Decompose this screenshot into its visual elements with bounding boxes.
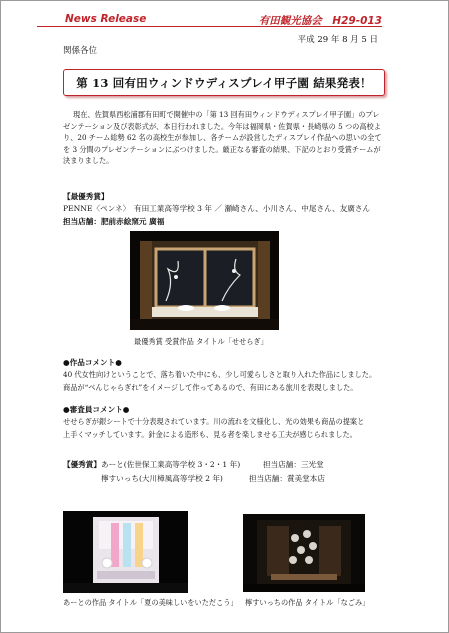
aato-caption: あーとの作品 タイトル「夏の美味しいをいただこう」 — [63, 598, 238, 607]
grand-prize-heading: 【最優秀賞】 — [63, 192, 109, 201]
work-comment-line: 商品が“べんじゃらぎれ”をイメージして作ってあるので、有田にある旅川を表現しました。 — [63, 383, 358, 392]
window-display-image — [243, 514, 365, 592]
excellent-team-2: 檸すいっち(大川樟風高等学校 2 年) — [101, 474, 223, 483]
judge-comment-heading: ●審査員コメント● — [63, 405, 130, 414]
grand-prize-team: PENNE〈ペンネ〉 有田工業高等学校 3 年 ／ 瀬崎さん、小川さん、中尾さん、友廣さん — [63, 204, 371, 213]
release-date: 平成 29 年 8 月 5 日 — [297, 35, 378, 45]
excellent-store-1: 担当店舗：三光堂 — [263, 460, 324, 469]
news-release-label: News Release — [65, 13, 147, 25]
title-box — [63, 69, 385, 96]
intro-paragraph: 現在、佐賀県西松浦郡有田町で開催中の「第 13 回有田ウィンドウディスプレイ甲子園」のプレゼンテーション及び表彰式が、本日行われました。今年は福岡県・佐賀県・長崎県の 5 つの高校より、20 チーム総勢 62 名の高校生が参加し、各チームが設営したディスプレイ作品への思いの全てを 3 分間のプレゼンテーションにぶつけました。厳正なる審査の結果、下記のとおり受賞チームが決まりました。 — [63, 110, 382, 166]
grand-prize-window-photo — [130, 231, 279, 330]
work-comment-line: 40 代女性向けということで、落ち着いた中にも、少し可愛らしさと取り入れた作品にしました。 — [63, 370, 377, 379]
window-display-image — [130, 231, 279, 330]
window-display-image — [63, 511, 188, 593]
excellent-store-2: 担当店舗：賞美堂本店 — [249, 474, 325, 483]
excellent-team-1: あーと(佐世保工業高等学校 3・2・1 年) — [101, 460, 241, 469]
release-number: 有田観光協会 H29-013 — [258, 15, 382, 27]
judge-comment-line: せせらぎが銀シートで十分表現されています。川の流れを文様化し、光の効果も商品の提案と — [63, 417, 365, 426]
nagomi-window-photo — [243, 514, 365, 592]
judge-comment-line: 上手くマッチしています。針金による造形も、見る者を楽しませる工夫が感じられました。 — [63, 430, 357, 439]
header-bar — [37, 13, 382, 27]
nagomi-caption: 檸すいっちの作品 タイトル「なごみ」 — [245, 598, 370, 607]
aato-window-photo — [63, 511, 188, 593]
addressee: 関係各位 — [63, 46, 98, 56]
work-comment-heading: ●作品コメント● — [63, 358, 122, 367]
grand-prize-store: 担当店舗：肥前赤絵窯元 廣福 — [63, 217, 165, 226]
grand-prize-caption: 最優秀賞 受賞作品 タイトル「せせらぎ」 — [134, 337, 268, 346]
page-title: 第 13 回有田ウィンドウディスプレイ甲子園 結果発表！ — [76, 75, 372, 90]
excellent-prize-heading: 【優秀賞】 — [63, 460, 101, 469]
